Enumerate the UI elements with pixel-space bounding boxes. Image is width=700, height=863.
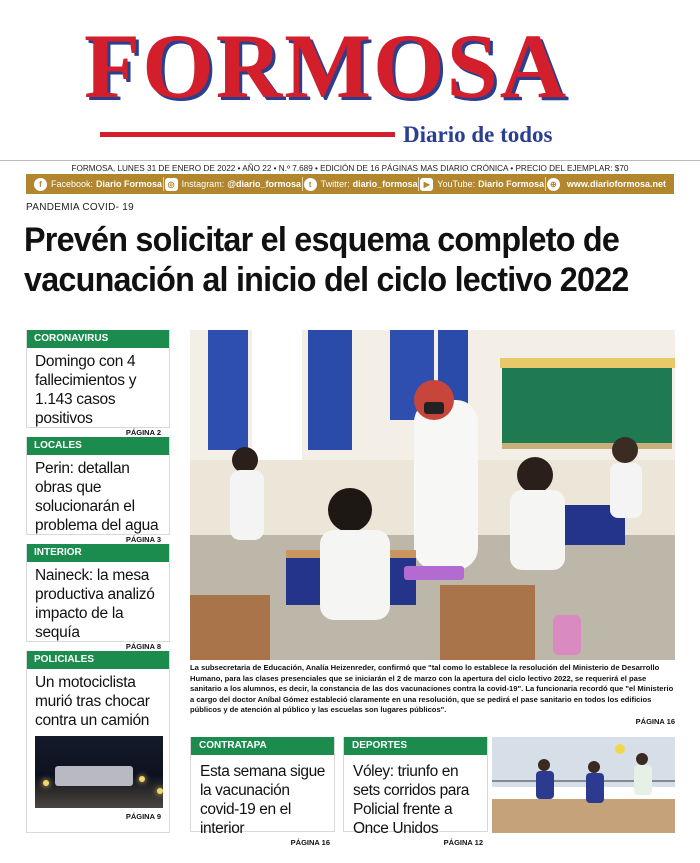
story-title[interactable]: Domingo con 4 fallecimientos y 1.143 casos positivos <box>35 353 137 427</box>
social-instagram[interactable] <box>165 178 301 191</box>
classroom-illustration <box>190 330 675 660</box>
newspaper-logo: FORMOSA <box>84 15 569 117</box>
social-facebook[interactable] <box>34 178 162 191</box>
social-handle: www.diarioformosa.net <box>566 179 666 189</box>
social-label: Facebook: <box>51 179 94 189</box>
instagram-icon: ◎ <box>165 178 178 191</box>
section-label: CORONAVIRUS <box>27 330 169 348</box>
section-label: POLICIALES <box>27 651 169 669</box>
bottom-story-contratapa[interactable] <box>190 737 335 847</box>
globe-icon: ⊕ <box>547 178 560 191</box>
light-dot <box>43 780 49 786</box>
sidebar-story-policiales[interactable] <box>26 651 170 833</box>
masthead <box>0 0 700 158</box>
social-label: Twitter: <box>320 179 350 189</box>
facebook-icon: f <box>34 178 47 191</box>
social-twitter[interactable] <box>304 178 418 191</box>
masthead-tagline: Diario de todos <box>403 122 553 147</box>
edition-line: FORMOSA, LUNES 31 DE ENERO DE 2022 • AÑO 22 • N.º 7.689 • EDICIÓN DE 16 PÁGINAS MAS DIARIO CRÓNICA • PRECIO DEL EJEMPLAR: $70 <box>0 160 700 173</box>
bottom-story-deportes[interactable] <box>343 737 488 847</box>
social-handle: Diario Formosa <box>96 179 163 189</box>
story-title[interactable]: Esta semana sigue la vacunación covid-19 en el interior <box>200 763 326 837</box>
social-handle: Diario Formosa <box>478 179 545 189</box>
section-label: INTERIOR <box>27 544 169 562</box>
lead-headline[interactable]: Prevén solicitar el esquema completo de vacunación al inicio del ciclo lectivo 2022 <box>24 221 629 299</box>
lead-caption: La subsecretaria de Educación, Analía Heizenreder, confirmó que "tal como lo establece la resolución del Ministerio de Desarrollo Humano, para las clases presenciales que se iniciarán el 2 de marzo con la apertura del ciclo lectivo 2022, se requerirá el pase sanitario a los alumnos, es decir, la constancia de las dos vacunaciones contra la covid-19". La funcionaria recordó que "el Ministerio a cargo del doctor Aníbal Gómez estableció claramente en una resolución, que se pedirá el pase sanitario en todos los edificios públicos y de atención al público y las escuelas son lugares públicos". <box>190 663 674 715</box>
social-youtube[interactable] <box>420 178 544 191</box>
page-ref: PÁGINA 2 <box>125 428 161 437</box>
lead-photo[interactable] <box>190 330 675 660</box>
social-bar <box>26 174 674 194</box>
sidebar-story-locales[interactable] <box>26 437 170 544</box>
lead-page-ref: PÁGINA 16 <box>635 717 675 726</box>
page-ref: PÁGINA 16 <box>290 838 330 847</box>
sidebar-story-interior[interactable] <box>26 544 170 651</box>
page-ref: PÁGINA 12 <box>443 838 483 847</box>
social-handle: diario_formosa <box>352 179 418 189</box>
social-website[interactable] <box>547 178 666 191</box>
twitter-icon: t <box>304 178 317 191</box>
page-ref: PÁGINA 8 <box>125 642 161 651</box>
truck-shape <box>55 766 133 786</box>
social-handle: @diario_formosa <box>227 179 301 189</box>
section-label: CONTRATAPA <box>191 737 334 755</box>
light-dot <box>157 788 163 794</box>
page-ref: PÁGINA 9 <box>125 812 161 821</box>
story-title[interactable]: Vóley: triunfo en sets corridos para Policial frente a Once Unidos <box>353 763 469 837</box>
story-title[interactable]: Naineck: la mesa productiva analizó impacto de la sequía <box>35 567 155 641</box>
sidebar-story-coronavirus[interactable] <box>26 330 170 437</box>
youtube-icon: ▶ <box>420 178 433 191</box>
section-label: DEPORTES <box>344 737 487 755</box>
section-label: LOCALES <box>27 437 169 455</box>
social-label: Instagram: <box>181 179 225 189</box>
volleyball-illustration <box>492 737 675 833</box>
light-dot <box>139 776 145 782</box>
social-label: YouTube: <box>437 179 476 189</box>
page-ref: PÁGINA 3 <box>125 535 161 544</box>
volleyball-photo[interactable] <box>492 737 675 833</box>
accident-photo[interactable] <box>35 736 163 808</box>
masthead-rule <box>100 132 395 137</box>
story-title[interactable]: Un motociclista murió tras chocar contra un camión <box>35 674 150 729</box>
story-title[interactable]: Perin: detallan obras que solucionarán el problema del agua <box>35 460 159 534</box>
lead-kicker: PANDEMIA COVID- 19 <box>26 202 135 213</box>
